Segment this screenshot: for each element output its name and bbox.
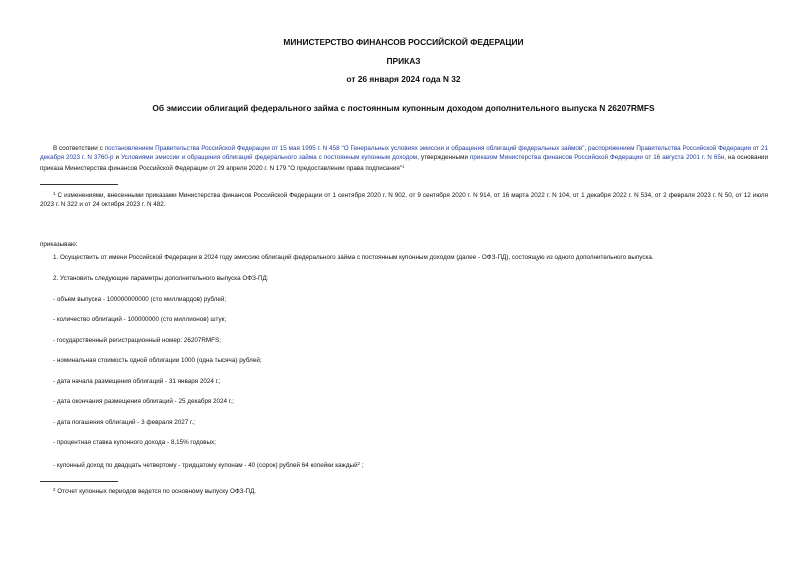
date-number-heading: от 26 января 2024 года N 32 [346, 74, 461, 84]
param-coupon-income-tail: ; [360, 462, 364, 469]
footnote-2 [53, 486, 256, 497]
footnote-divider [40, 481, 118, 482]
footnote-1 [40, 189, 768, 209]
prikazyvayu-text: приказываю: [40, 241, 78, 248]
footnote-1-marker[interactable]: 1 [402, 164, 405, 169]
param-coupon-income [53, 460, 364, 471]
param-reg-number: - государственный регистрационный номер: 26207RMFS; [53, 337, 221, 344]
preamble-text: и [113, 154, 122, 161]
link-prikaz-65n[interactable]: приказом Министерства финансов Российской Федерации от 16 августа 2001 г. N 65н [470, 154, 725, 161]
document-title: Об эмиссии облигаций федерального займа с постоянным купонным доходом дополнительного выпуска N 26207RMFS [152, 103, 655, 113]
footnote-2-mark: 2 [53, 487, 56, 492]
preamble-text: , на основании приказа Министерства финансов Российской Федерации от 29 апреля 2020 г. N 179 "О предоставлении права подписания" [40, 154, 768, 172]
item-1: 1. Осуществить от имени Российской Федерации в 2024 году эмиссию облигаций федерального займа с постоянным купонным доходом (далее - ОФЗ-ПД), состоящую из одного дополнительного выпуска. [53, 254, 654, 261]
param-coupon-income-text: - купонный доход по двадцать четвертому - тридцатому купонам - 40 (сорок) рублей 64 копейки каждый [53, 462, 358, 469]
doc-type-heading: ПРИКАЗ [386, 56, 421, 66]
preamble-paragraph [40, 144, 768, 173]
preamble-text: В соответствии с [53, 145, 105, 152]
preamble-text: , [584, 145, 589, 152]
preamble-text: , утвержденными [417, 154, 471, 161]
link-rasporyazhenie-3760[interactable]: распоряжением Правительства Российской Федерации от 21 декабря 2023 г. N 3760-р [40, 145, 769, 161]
footnote-2-text: Отсчет купонных периодов ведется по основному выпуску ОФЗ-ПД. [55, 488, 257, 495]
param-quantity: - количество облигаций - 100000000 (сто миллионов) штук; [53, 316, 227, 323]
footnote-1-mark: 1 [53, 191, 56, 196]
footnote-divider [40, 184, 118, 185]
param-volume: - объем выпуска - 100000000000 (сто миллиардов) рублей; [53, 296, 227, 303]
link-postanovlenie-458[interactable]: постановлением Правительства Российской Федерации от 15 мая 1995 г. N 458 "О Генеральных условиях эмиссии и обращения облигаций федеральных займов" [104, 145, 585, 152]
link-usloviya-emissii[interactable]: Условиями эмиссии и обращения облигаций федерального займа с постоянным купонным доходом [121, 154, 418, 161]
ministry-heading: МИНИСТЕРСТВО ФИНАНСОВ РОССИЙСКОЙ ФЕДЕРАЦИИ [283, 37, 524, 47]
param-coupon-rate: - процентная ставка купонного дохода - 8,15% годовых; [53, 439, 216, 446]
item-2: 2. Установить следующие параметры дополнительного выпуска ОФЗ-ПД: [53, 275, 269, 282]
param-start-date: - дата начала размещения облигаций - 31 января 2024 г.; [53, 378, 221, 385]
param-nominal: - номинальная стоимость одной облигации 1000 (одна тысяча) рублей; [53, 357, 262, 364]
footnote-1-text: С изменениями, внесенными приказами Министерства финансов Российской Федерации от 1 сентября 2020 г. N 902, от 9 сентября 2020 г. N 914, от 16 марта 2022 г. N 104, от 1 декабря 2022 г. N 534, от 2 февраля 2023 г. N 50, от 12 июля 2023 г. N 322 и от 24 октября 2023 г. N 482. [40, 192, 768, 208]
param-maturity-date: - дата погашения облигаций - 3 февраля 2027 г.; [53, 419, 196, 426]
footnote-2-marker[interactable]: 2 [357, 461, 361, 466]
param-end-date: - дата окончания размещения облигаций - 25 декабря 2024 г.; [53, 398, 234, 405]
